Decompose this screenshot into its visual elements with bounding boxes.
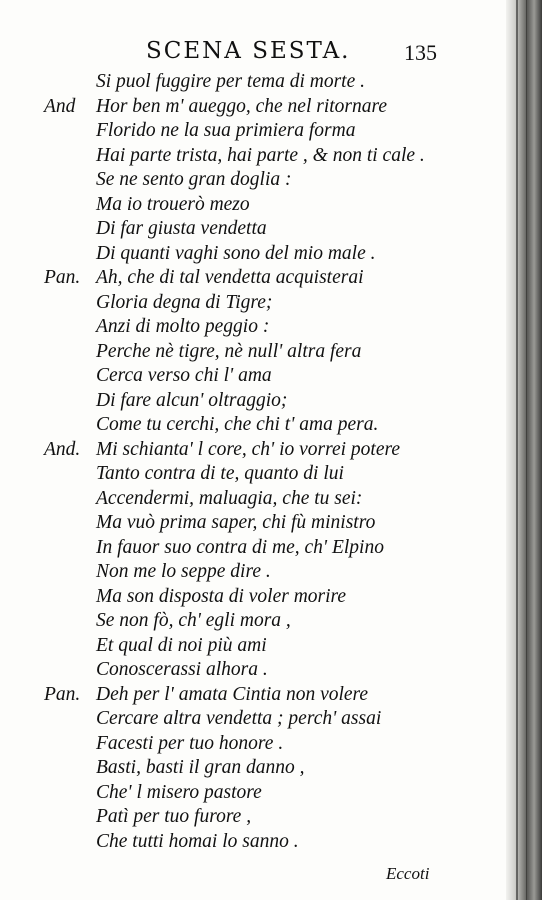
verse-text: Non me lo seppe dire .: [96, 561, 271, 582]
verse-line: [0, 315, 506, 340]
verse-text: Cerca verso chi l' ama: [96, 365, 272, 386]
verse-line: [0, 95, 506, 120]
speaker-label: And: [44, 95, 76, 117]
verse-text: Di far giusta vendetta: [96, 218, 267, 239]
verse-line: [0, 683, 506, 708]
verse-line: [0, 756, 506, 781]
verse-line: [0, 70, 506, 95]
verse-text: Basti, basti il gran danno ,: [96, 757, 305, 778]
verse-text: Anzi di molto peggio :: [96, 316, 270, 337]
verse-text: Hor ben m' aueggo, che nel ritornare: [96, 95, 388, 117]
verse-text: Mi schianta' l core, ch' io vorrei potere: [96, 438, 401, 460]
verse-line: [0, 830, 506, 855]
verse-text: Se non fò, ch' egli mora ,: [96, 610, 291, 631]
verse-text: Facesti per tuo honore .: [96, 732, 284, 754]
verse-text: Perche nè tigre, nè null' altra fera: [96, 340, 362, 362]
verse-text: Di quanti vaghi sono del mio male .: [96, 242, 376, 264]
verse-line: [0, 168, 506, 193]
verse-line: [0, 266, 506, 291]
verse-text: Hai parte trista, hai parte , & non ti cale .: [96, 144, 425, 166]
verse-text: Cercare altra vendetta ; perch' assai: [96, 708, 382, 729]
page-edge-shadow: [506, 0, 542, 900]
verse-line: [0, 217, 506, 242]
verse-line: [0, 242, 506, 267]
page-number: 135: [404, 40, 437, 65]
verse-line: [0, 364, 506, 389]
speaker-label: And.: [44, 438, 81, 460]
verse-text: Si puol fuggire per tema di morte .: [96, 71, 366, 92]
verse-text: Florido ne la sua primiera forma: [96, 120, 356, 141]
verse-text: In fauor suo contra di me, ch' Elpino: [96, 536, 384, 558]
verse-line: [0, 340, 506, 365]
speaker-label: Pan.: [44, 683, 81, 705]
verse-text: Accendermi, maluagia, che tu sei:: [96, 487, 363, 509]
verse-line: [0, 781, 506, 806]
verse-text: Conoscerassi alhora .: [96, 659, 268, 680]
page-header: [0, 38, 506, 68]
verse-line: [0, 609, 506, 634]
verse-line: [0, 707, 506, 732]
verse-line: [0, 536, 506, 561]
verse-line: [0, 634, 506, 659]
verse-line: [0, 119, 506, 144]
verse-line: [0, 511, 506, 536]
verse-text: Tanto contra di te, quanto di lui: [96, 463, 344, 484]
running-head: SCENA SESTA.: [146, 38, 351, 64]
verse-line: [0, 389, 506, 414]
verse-line: [0, 144, 506, 169]
catchword: Eccoti: [386, 864, 430, 883]
speaker-label: Pan.: [44, 267, 81, 288]
verse-line: [0, 413, 506, 438]
verse-text: Di fare alcun' oltraggio;: [96, 389, 288, 411]
verse-text: Come tu cerchi, che chi t' ama pera.: [96, 414, 379, 435]
verse-block: [0, 70, 506, 854]
verse-line: [0, 732, 506, 757]
verse-text: Ah, che di tal vendetta acquisterai: [96, 267, 364, 288]
verse-text: Gloria degna di Tigre;: [96, 291, 273, 313]
verse-line: [0, 438, 506, 463]
verse-text: Et qual di noi più ami: [96, 634, 267, 656]
verse-line: [0, 560, 506, 585]
verse-text: Se ne sento gran doglia :: [96, 169, 292, 190]
verse-text: Ma son disposta di voler morire: [96, 585, 347, 607]
verse-text: Che' l misero pastore: [96, 781, 262, 803]
verse-line: [0, 658, 506, 683]
verse-text: Che tutti homai lo sanno .: [96, 830, 299, 852]
verse-text: Ma io trouerò mezo: [96, 193, 250, 215]
verse-text: Ma vuò prima saper, chi fù ministro: [96, 512, 376, 533]
verse-text: Patì per tuo furore ,: [96, 806, 252, 827]
verse-line: [0, 462, 506, 487]
verse-text: Deh per l' amata Cintia non volere: [96, 683, 369, 705]
verse-line: [0, 193, 506, 218]
verse-line: [0, 291, 506, 316]
verse-line: [0, 487, 506, 512]
verse-line: [0, 585, 506, 610]
verse-line: [0, 805, 506, 830]
